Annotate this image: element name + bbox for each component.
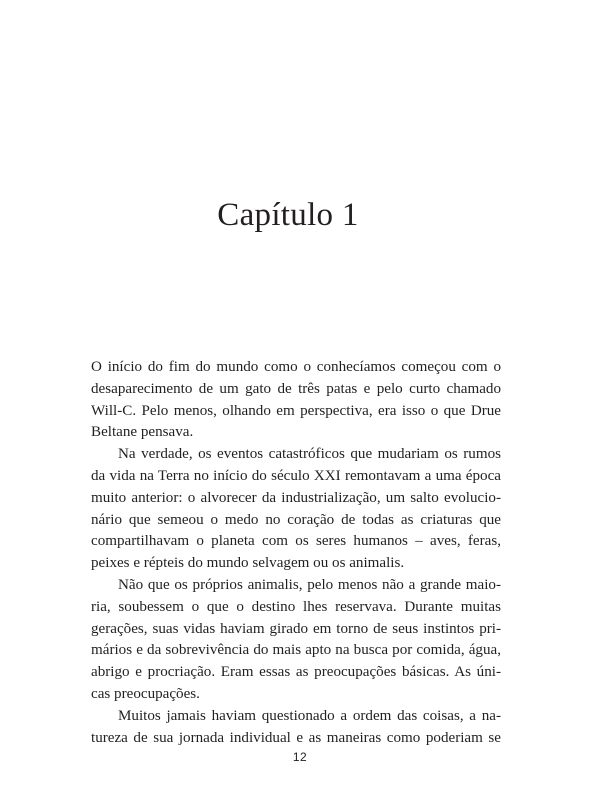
text-line: da vida na Terra no início do século XXI remontavam a uma época <box>91 467 501 484</box>
text-line: cas preocupações. <box>91 685 200 702</box>
text-line: ria, soubessem o que o destino lhes reservava. Durante muitas <box>91 598 501 615</box>
text-line: abrigo e procriação. Eram essas as preocupações básicas. As úni- <box>91 664 501 681</box>
text-line: mários e da sobrevivência do mais apto na busca por comida, água, <box>91 642 501 659</box>
text-line: peixes e répteis do mundo selvagem ou os animalis. <box>91 555 405 572</box>
text-line: Não que os próprios animalis, pelo menos não a grande maio- <box>118 576 501 593</box>
text-line: Muitos jamais haviam questionado a ordem das coisas, a na- <box>118 707 501 724</box>
chapter-body <box>91 357 501 749</box>
page-number: 12 <box>292 750 308 764</box>
text-line: Will-C. Pelo menos, olhando em perspectiva, era isso o que Drue <box>91 402 501 419</box>
text-line: gerações, suas vidas haviam girado em torno de seus instintos pri- <box>91 620 501 637</box>
chapter-title: Capítulo 1 <box>217 197 359 233</box>
text-line: Na verdade, os eventos catastróficos que mudariam os rumos <box>118 446 501 463</box>
text-line: desaparecimento de um gato de três patas e pelo curto chamado <box>91 380 501 397</box>
text-line: O início do fim do mundo como o conhecíamos começou com o <box>91 359 501 375</box>
text-line: compartilhavam o planeta com os seres humanos – aves, feras, <box>91 533 501 550</box>
text-line: Beltane pensava. <box>91 424 194 441</box>
text-line: muito anterior: o alvorecer da industrialização, um salto evolucio- <box>91 489 501 506</box>
text-line: nário que semeou o medo no coração de todas as criaturas que <box>91 511 501 528</box>
text-line: tureza de sua jornada individual e as maneiras como poderiam se <box>91 729 501 746</box>
